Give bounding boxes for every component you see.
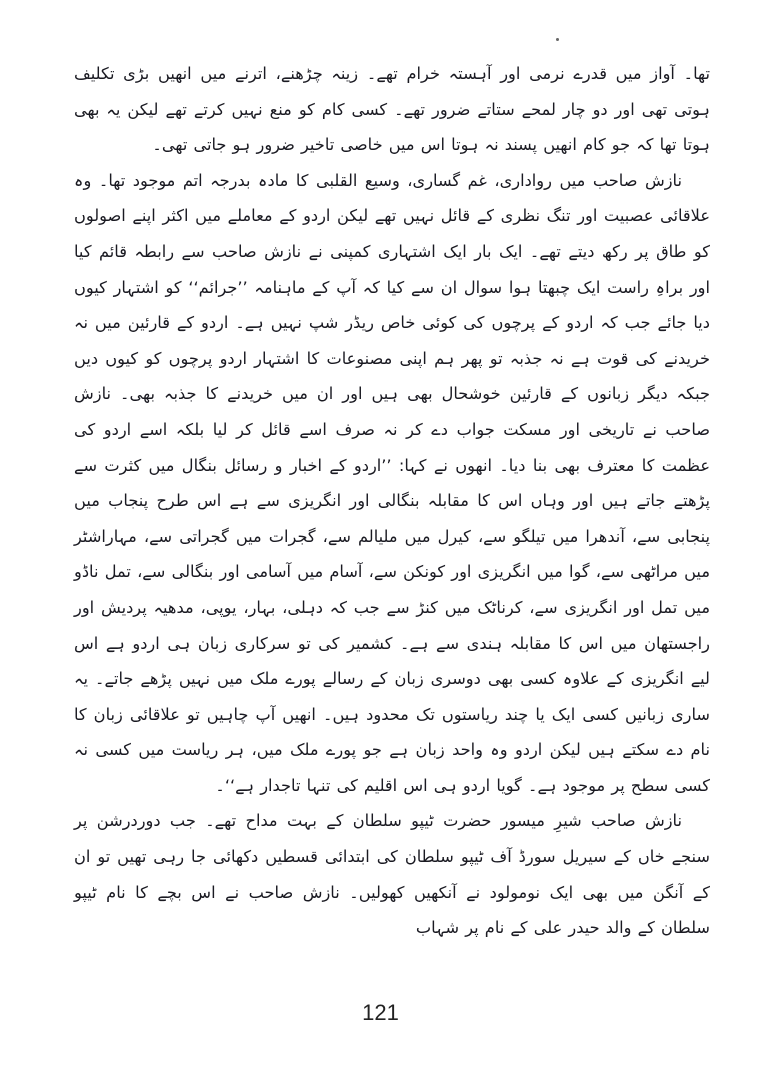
scan-speck (556, 38, 559, 41)
paragraph-nazish-tolerance: نازش صاحب میں رواداری، غم گساری، وسیع القلبی کا مادہ بدرجہ اتم موجود تھا۔ وہ علاقائی عصبیت اور تنگ نظری کے قائل نہیں تھے لیکن اردو کے معاملے میں اکثر اپنے اصولوں کو طاق پر رکھ دیتے تھے۔ ایک بار ایک اشتہاری کمپنی نے نازش صاحب سے رابطہ قائم کیا اور براہِ راست ایک چبھتا ہوا سوال ان سے کیا کہ آپ کے ماہنامہ ’’جرائم‘‘ کو اشتہار کیوں دیا جائے جب کہ اردو کے پرچوں کی کوئی خاص ریڈر شپ نہیں ہے۔ اردو کے قارئین میں نہ خریدنے کی قوت ہے نہ جذبہ تو پھر ہم اپنی مصنوعات کا اشتہار اردو پرچوں کو کیوں دیں جبکہ دیگر زبانوں کے قارئین خوشحال بھی ہیں اور ان میں خریدنے کا جذبہ بھی۔ نازش صاحب نے تاریخی اور مسکت جواب دے کر نہ صرف اسے قائل کر لیا بلکہ اسے اردو کی عظمت کا معترف بھی بنا دیا۔ انھوں نے کہا: ’’اردو کے اخبار و رسائل بنگال میں کثرت سے پڑھتے جاتے ہیں اور وہاں اس کا مقابلہ بنگالی اور انگریزی سے ہے اس طرح پنجاب میں پنجابی سے، آندھرا میں تیلگو سے، کیرل میں ملیالم سے، گجرات میں گجراتی سے، مہاراشٹر میں مراٹھی سے، گوا میں انگریزی اور کونکن سے، آسام میں آسامی اور بنگالی سے، تمل ناڈو میں تمل اور انگریزی سے، کرناٹک میں کنڑ سے جب کہ دہلی، بہار، یوپی، مدھیہ پردیش اور راجستھان میں اس کا مقابلہ ہندی سے ہے۔ کشمیر کی تو سرکاری زبان ہی اردو ہے اس لیے انگریزی کے علاوہ کسی بھی دوسری زبان کے رسالے پورے ملک میں نہیں پڑھے جاتے۔ یہ ساری زبانیں کسی ایک یا چند ریاستوں تک محدود ہیں۔ انھیں آپ چاہیں تو علاقائی زبان کا نام دے سکتے ہیں لیکن اردو وہ واحد زبان ہے جو پورے ملک میں، ہر ریاست میں کسی نہ کسی سطح پر موجود ہے۔ گویا اردو ہی اس اقلیم کی تنہا تاجدار ہے‘‘۔ (74, 170, 710, 795)
body-text (74, 56, 710, 946)
paragraph-tipu-sultan: نازش صاحب شیرِ میسور حضرت ٹیپو سلطان کے بہت مداح تھے۔ جب دوردرشن پر سنجے خاں کے سیریل سورڈ آف ٹیپو سلطان کی ابتدائی قسطیں دکھائی جا رہی تھیں تو ان کے آنگن میں بھی ایک نومولود نے آنکھیں کھولیں۔ نازش صاحب نے اس بچے کا نام ٹیپو سلطان کے والد حیدر علی کے نام پر شہاب (74, 811, 710, 938)
page-number: 121 (362, 1000, 399, 1025)
paragraph-continuation: تھا۔ آواز میں قدرے نرمی اور آہستہ خرام تھے۔ زینہ چڑھنے، اترنے میں انھیں بڑی تکلیف ہوتی تھی اور دو چار لمحے ستاتے ضرور تھے۔ کسی کام کو منع نہیں کرتے تھے لیکن یہ بھی ہوتا تھا کہ جو کام انھیں پسند نہ ہوتا اس میں خاصی تاخیر ضرور ہو جاتی تھی۔ (74, 64, 710, 155)
